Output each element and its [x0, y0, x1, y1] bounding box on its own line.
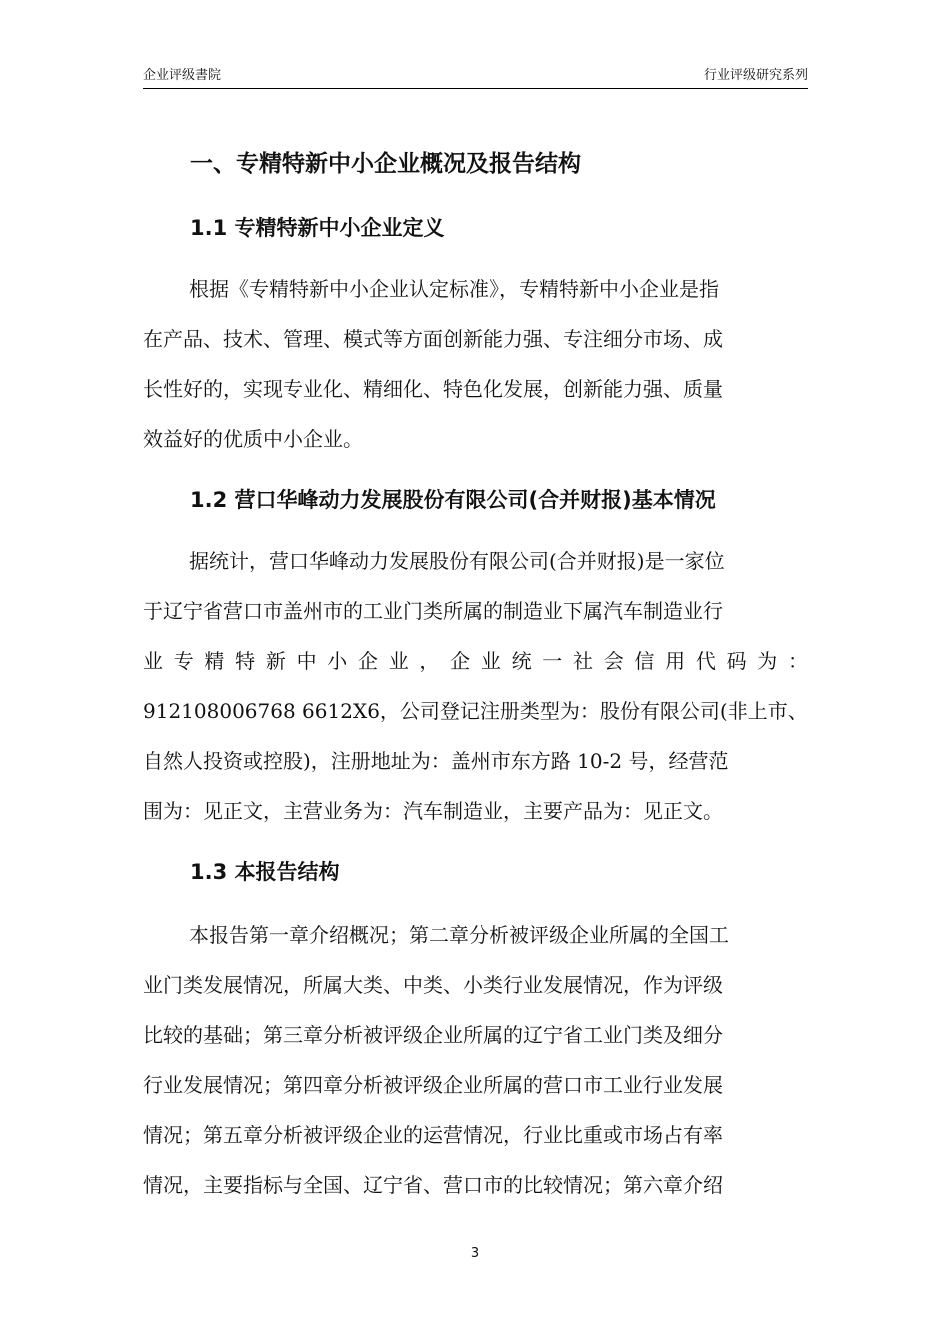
paragraph-line: 在产品、技术、管理、模式等方面创新能力强、专注细分市场、成 — [143, 327, 723, 351]
paragraph-line: 自然人投资或控股)，注册地址为：盖州市东方路 10-2 号，经营范 — [143, 749, 729, 773]
paragraph-line: 围为：见正文，主营业务为：汽车制造业，主要产品为：见正文。 — [143, 799, 723, 823]
paragraph-line: 情况；第五章分析被评级企业的运营情况，行业比重或市场占有率 — [143, 1123, 723, 1147]
paragraph-line: 本报告第一章介绍概况；第二章分析被评级企业所属的全国工 — [189, 923, 729, 947]
paragraph-1-1 — [143, 264, 808, 464]
paragraph-line: 据统计，营口华峰动力发展股份有限公司(合并财报)是一家位 — [189, 549, 725, 573]
paragraph-line: 912108006768 6612X6，公司登记注册类型为：股份有限公司(非上市、 — [143, 699, 808, 723]
paragraph-line: 效益好的优质中小企业。 — [143, 427, 363, 451]
paragraph-1-2 — [143, 536, 808, 836]
paragraph-line: 情况，主要指标与全国、辽宁省、营口市的比较情况；第六章介绍 — [143, 1173, 723, 1197]
heading-1-1: 1.1 专精特新中小企业定义 — [190, 216, 445, 240]
heading-1-2: 1.2 营口华峰动力发展股份有限公司(合并财报)基本情况 — [190, 488, 716, 512]
heading-1-3: 1.3 本报告结构 — [190, 860, 340, 884]
paragraph-line: 于辽宁省营口市盖州市的工业门类所属的制造业下属汽车制造业行 — [143, 599, 723, 623]
paragraph-1-3 — [143, 910, 808, 1210]
paragraph-line: 业专精特新中小企业，企业统一社会信用代码为： — [143, 649, 808, 673]
paragraph-line: 比较的基础；第三章分析被评级企业所属的辽宁省工业门类及细分 — [143, 1023, 723, 1047]
paragraph-line: 行业发展情况；第四章分析被评级企业所属的营口市工业行业发展 — [143, 1073, 723, 1097]
header-left-text: 企业评级書院 — [143, 68, 222, 83]
page-number: 3 — [470, 1246, 480, 1261]
section-title: 一、专精特新中小企业概况及报告结构 — [190, 151, 581, 177]
header-right-text: 行业评级研究系列 — [703, 68, 808, 83]
paragraph-line: 长性好的，实现专业化、精细化、特色化发展，创新能力强、质量 — [143, 377, 723, 401]
paragraph-line: 根据《专精特新中小企业认定标准》，专精特新中小企业是指 — [189, 277, 719, 301]
paragraph-line: 业门类发展情况，所属大类、中类、小类行业发展情况，作为评级 — [143, 973, 723, 997]
page-header — [143, 66, 808, 89]
